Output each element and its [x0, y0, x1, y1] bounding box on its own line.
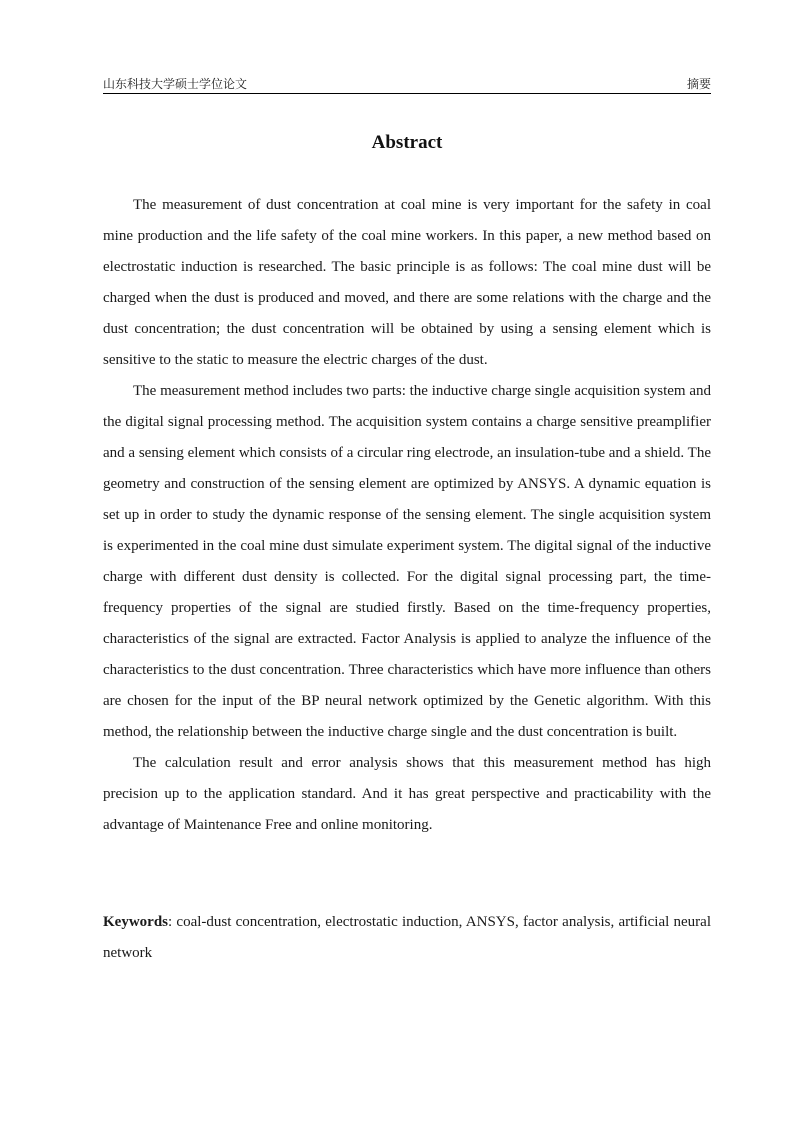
- abstract-paragraph-2: The measurement method includes two parts: the inductive charge single acquisition system and the digital signal processing method. The acquisition system contains a charge sensitive preamplifier and a sensing element which consists of a circular ring electrode, an insulation-tube and a shield. The geometry and construction of the sensing element are optimized by ANSYS. A dynamic equation is set up in order to study the dynamic response of the sensing element. The single acquisition system is experimented in the coal mine dust simulate experiment system. The digital signal of the inductive charge with different dust density is collected. For the digital signal processing part, the time-frequency properties of the signal are studied firstly. Based on the time-frequency properties, characteristics of the signal are extracted. Factor Analysis is applied to analyze the influence of the characteristics to the dust concentration. Three characteristics which have more influence than others are chosen for the input of the BP neural network optimized by the Genetic algorithm. With this method, the relationship between the inductive charge single and the dust concentration is built.: [103, 383, 711, 740]
- keywords-block: [103, 907, 711, 969]
- header-rule: [103, 93, 711, 94]
- header-thesis-title: 山东科技大学硕士学位论文: [103, 77, 248, 91]
- keywords-separator: :: [168, 914, 177, 930]
- page-header: [103, 76, 711, 92]
- abstract-paragraph-3: The calculation result and error analysis shows that this measurement method has high precision up to the application standard. And it has great perspective and practicability with the advantage of Maintenance Free and online monitoring.: [103, 755, 711, 833]
- abstract-body: [103, 190, 711, 841]
- keywords-label: Keywords: [103, 914, 168, 930]
- abstract-title: Abstract: [371, 132, 443, 153]
- header-section-name: 摘要: [686, 77, 711, 91]
- keywords-text: coal-dust concentration, electrostatic induction, ANSYS, factor analysis, artificial neural network: [103, 914, 712, 961]
- abstract-paragraph-1: The measurement of dust concentration at coal mine is very important for the safety in coal mine production and the life safety of the coal mine workers. In this paper, a new method based on electrostatic induction is researched. The basic principle is as follows: The coal mine dust will be charged when the dust is produced and moved, and there are some relations with the charge and the dust concentration; the dust concentration will be obtained by using a sensing element which is sensitive to the static to measure the electric charges of the dust.: [103, 197, 711, 368]
